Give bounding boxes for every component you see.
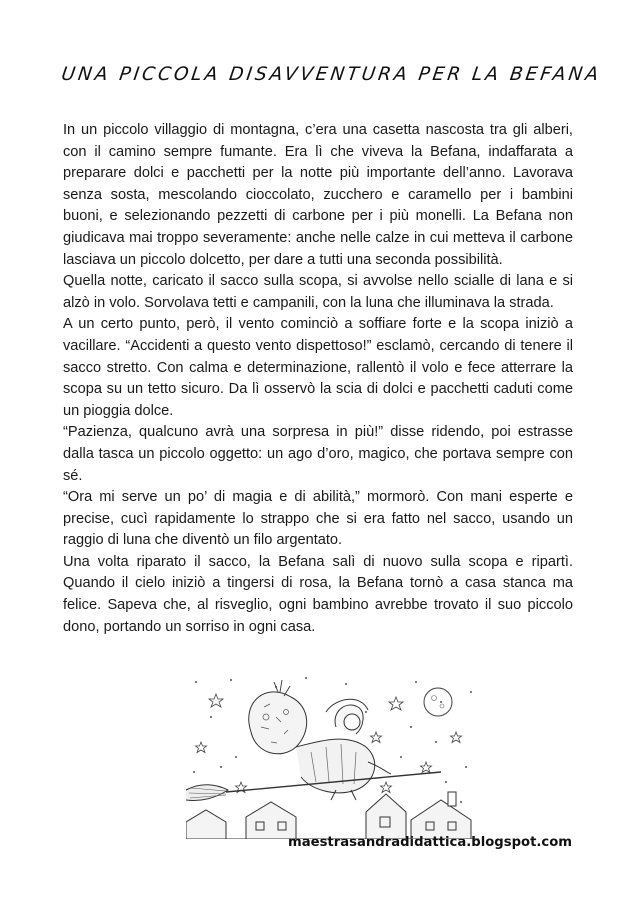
paragraph: In un piccolo villaggio di montagna, c’era una casetta nascosta tra gli alberi, con il camino sempre fumante. Era lì che viveva la Befana, indaffarata a preparare dolci e pacchetti per la notte più importante dell’anno. Lavorava senza sosta, mescolando cioccolato, zucchero e caramello per i bambini buoni, e selezionando pezzetti di carbone per i più monelli. La Befana non giudicava mai troppo severamente: anche nelle calze in cui metteva il carbone lasciava un piccolo dolcetto, per dare a tutti una seconda possibilità. — [63, 122, 573, 268]
sack — [249, 680, 307, 754]
befana-figure — [296, 699, 391, 800]
paragraph: “Ora mi serve un po’ di magia e di abilità,” mormorò. Con mani esperte e precise, cucì rapidamente lo strappo che si era fatto nel sacco, usando un raggio di luna che diventò un filo argentato. — [63, 489, 573, 549]
befana-illustration — [186, 672, 479, 839]
paragraph: “Pazienza, qualcuno avrà una sorpresa in più!” disse ridendo, poi estrasse dalla tasca un piccolo oggetto: un ago d’oro, magico, che portava sempre con sé. — [63, 424, 573, 484]
paragraph: Quella notte, caricato il sacco sulla scopa, si avvolse nello scialle di lana e si alzò in volo. Sorvolava tetti e campanili, con la luna che illuminava la strada. — [63, 273, 573, 311]
story-text — [63, 120, 573, 638]
page-title: UNA PICCOLA DISAVVENTURA PER LA BEFANA — [60, 64, 603, 85]
paragraph: A un certo punto, però, il vento cominciò a soffiare forte e la scopa iniziò a vacillare. “Accidenti a questo vento dispettoso!” esclamò, cercando di tenere il sacco stretto. Con calma e determinazione, rallentò il volo e fece atterrare la scopa su un tetto sicuro. Da lì osservò la scia di dolci e pacchetti caduti come un pioggia dolce. — [63, 316, 573, 419]
source-credit: maestrasandradidattica.blogspot.com — [287, 835, 572, 850]
paragraph: Una volta riparato il sacco, la Befana salì di nuovo sulla scopa e ripartì. Quando il cielo iniziò a tingersi di rosa, la Befana tornò a casa stanca ma felice. Sapeva che, al risveglio, ogni bambino avrebbe trovato il suo piccolo dono, portando un sorriso in ogni casa. — [63, 553, 573, 635]
moon — [424, 688, 452, 716]
rooftops — [186, 792, 479, 839]
